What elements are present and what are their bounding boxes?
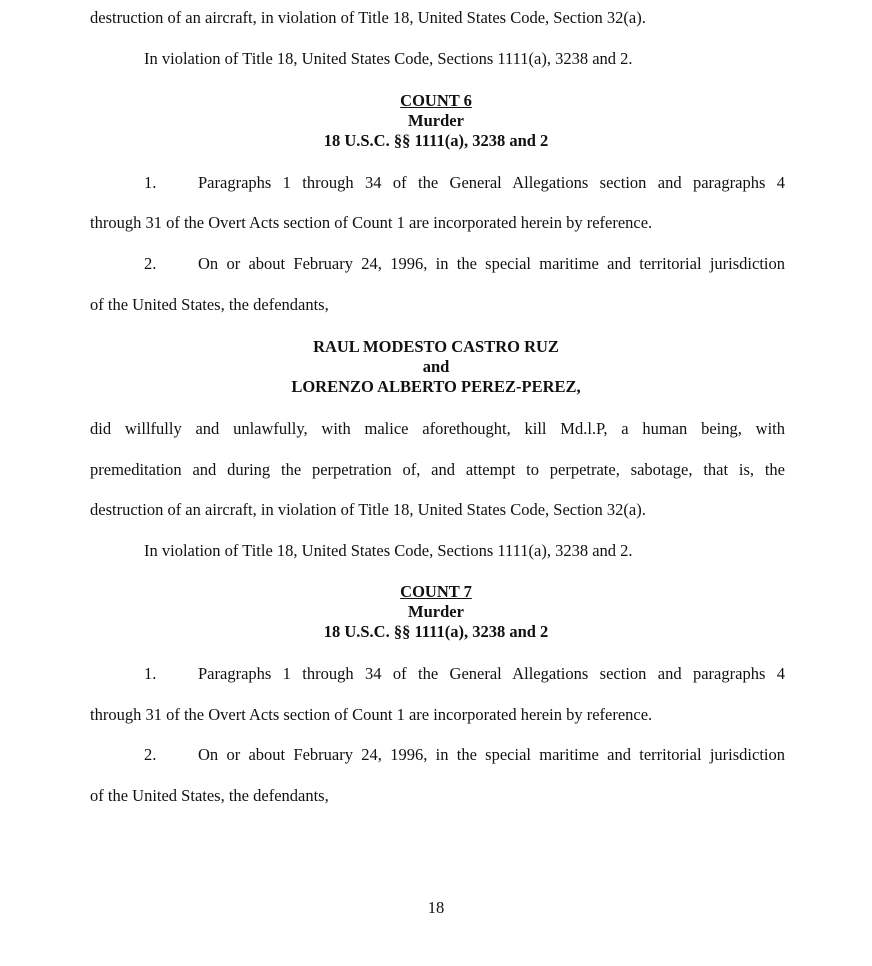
- count-6-body-line-2: premeditation and during the perpetration of, and attempt to perpetrate, sabotage, that is, the: [90, 460, 785, 479]
- page-number: 18: [427, 898, 445, 917]
- paragraph-text: On or about February 24, 1996, in the special maritime and territorial jurisdiction: [198, 745, 785, 764]
- count-7-title: COUNT 7: [400, 582, 472, 601]
- count-6-paragraph-2-line-1: [144, 254, 785, 274]
- defendant-name-1: RAUL MODESTO CASTRO RUZ: [313, 337, 559, 356]
- count-6-statute: 18 U.S.C. §§ 1111(a), 3238 and 2: [323, 131, 549, 150]
- count-7-paragraph-1-line-1: [144, 664, 785, 684]
- count-7-paragraph-1-line-2: through 31 of the Overt Acts section of Count 1 are incorporated herein by reference.: [90, 705, 653, 724]
- count-7-statute: 18 U.S.C. §§ 1111(a), 3238 and 2: [323, 622, 549, 641]
- count-7-paragraph-2-line-1: [144, 745, 785, 765]
- defendant-name-2: LORENZO ALBERTO PEREZ-PEREZ,: [291, 377, 581, 396]
- count-6-body-line-1: did willfully and unlawfully, with malice aforethought, kill Md.l.P, a human being, with: [90, 419, 785, 438]
- paragraph-text: Paragraphs 1 through 34 of the General Allegations section and paragraphs 4: [198, 664, 785, 683]
- count-7-paragraph-2-line-2: of the United States, the defendants,: [90, 786, 329, 805]
- count-7-subheading: Murder: [408, 602, 464, 621]
- count-6-violation-statement: In violation of Title 18, United States Code, Sections 1111(a), 3238 and 2.: [144, 541, 633, 560]
- count-6-title: COUNT 6: [400, 91, 472, 110]
- count-6-paragraph-1-line-1: [144, 173, 785, 193]
- count-7-heading: [0, 582, 872, 602]
- count-6-heading: [0, 91, 872, 111]
- carryover-line: destruction of an aircraft, in violation of Title 18, United States Code, Section 32(a).: [90, 8, 646, 27]
- paragraph-number: 2.: [144, 254, 157, 273]
- count-6-paragraph-2-line-2: of the United States, the defendants,: [90, 295, 329, 314]
- paragraph-number: 1.: [144, 664, 157, 683]
- count-6-paragraph-1-line-2: through 31 of the Overt Acts section of Count 1 are incorporated herein by reference.: [90, 213, 653, 232]
- count-6-subheading: Murder: [408, 111, 464, 130]
- paragraph-number: 1.: [144, 173, 157, 192]
- paragraph-text: Paragraphs 1 through 34 of the General Allegations section and paragraphs 4: [198, 173, 785, 192]
- violation-statement: In violation of Title 18, United States Code, Sections 1111(a), 3238 and 2.: [144, 49, 633, 68]
- defendant-conjunction: and: [422, 357, 450, 376]
- paragraph-text: On or about February 24, 1996, in the special maritime and territorial jurisdiction: [198, 254, 785, 273]
- count-6-body-line-3: destruction of an aircraft, in violation of Title 18, United States Code, Section 32(a).: [90, 500, 646, 519]
- paragraph-number: 2.: [144, 745, 157, 764]
